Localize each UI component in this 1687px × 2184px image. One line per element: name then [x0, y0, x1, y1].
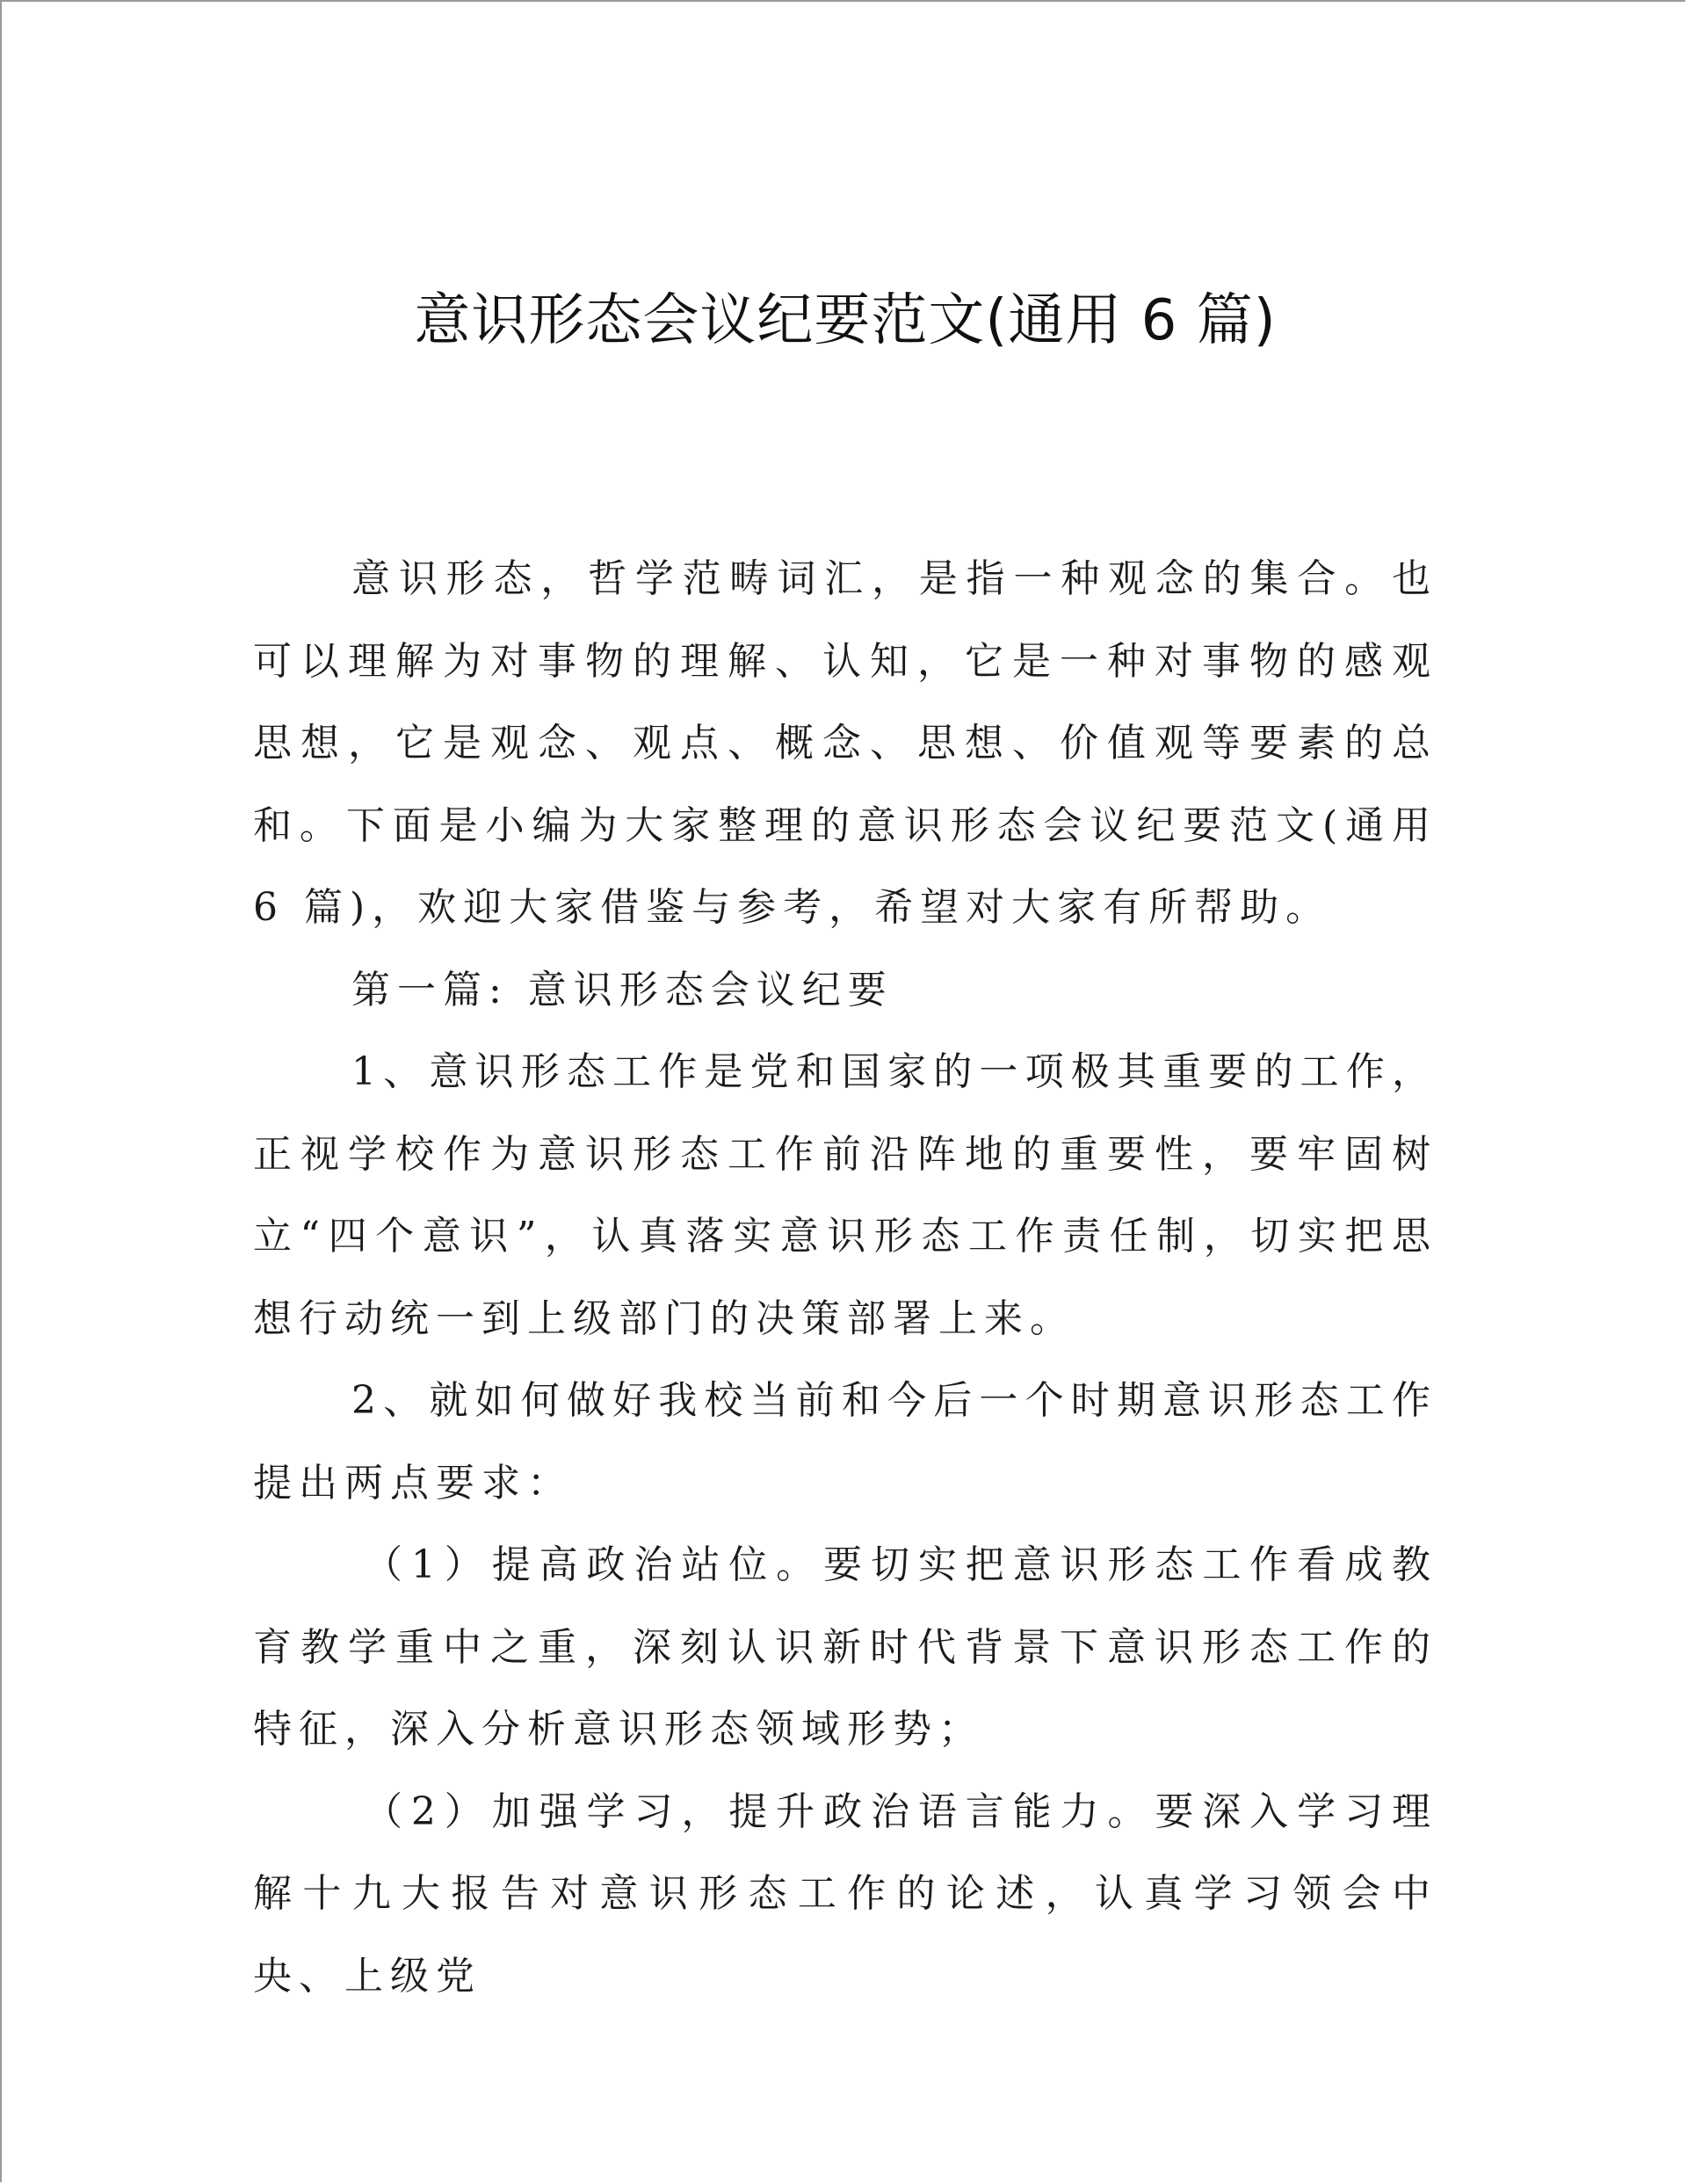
intro-paragraph: 意识形态，哲学范畴词汇，是指一种观念的集合。也可以理解为对事物的理解、认知，它是一种对事物的感观思想，它是观念、观点、概念、思想、价值观等要素的总和。下面是小编为大家整理的意识形态会议纪要范文(通用 6 篇)，欢迎大家借鉴与参考，希望对大家有所帮助。: [253, 556, 1437, 930]
section-heading: 第一篇: 意识形态会议纪要: [351, 967, 894, 1012]
document-body: [253, 538, 1437, 2017]
subpoint-2-paragraph: （2）加强学习，提升政治语言能力。要深入学习理解十九大报告对意识形态工作的论述，认真学习领会中央、上级党: [253, 1789, 1437, 1999]
subpoint-1-paragraph: （1）提高政治站位。要切实把意识形态工作看成教育教学重中之重，深刻认识新时代背景下意识形态工作的特征，深入分析意识形态领域形势；: [253, 1542, 1437, 1752]
point-2-paragraph: 2、就如何做好我校当前和今后一个时期意识形态工作提出两点要求：: [253, 1378, 1437, 1506]
document-title: 意识形态会议纪要范文(通用 6 篇): [414, 288, 1277, 353]
point-1-paragraph: 1、意识形态工作是党和国家的一项极其重要的工作，正视学校作为意识形态工作前沿阵地的重要性，要牢固树立“四个意识”，认真落实意识形态工作责任制，切实把思想行动统一到上级部门的决策部署上来。: [253, 1049, 1437, 1341]
